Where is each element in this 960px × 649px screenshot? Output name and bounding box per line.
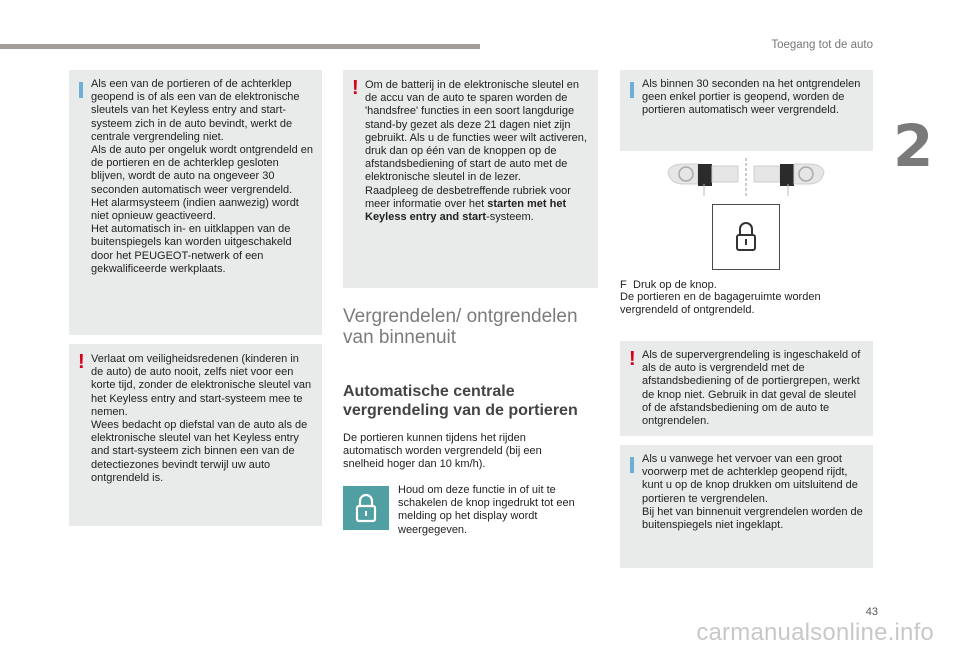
warning-paragraph: Verlaat om veiligheidsredenen (kinderen in de auto) de auto nooit, zelfs niet voor een korte tijd, zonder de elektronische sleutel van het Keyless entry and start-systeem mee te nemen. [91,353,312,418]
lock-button-closeup [712,204,780,270]
body-text: De portieren en de bagageruimte worden vergrendeld of ontgrendeld. [620,291,821,317]
info-paragraph: Het automatisch in- en uitklappen van de buitenspiegels kan worden uitgeschakeld door het PEUGEOT-netwerk of een gekwalificeerde werkplaats. [91,223,292,275]
info-paragraph: Als binnen 30 seconden na het ontgrendelen geen enkel portier is geopend, worden de portieren automatisch weer vergrendeld. [642,78,861,117]
bullet-icon: F [620,279,627,291]
body-text: De portieren kunnen tijdens het rijden automatisch worden vergrendeld (bij een snelheid hoger dan 10 km/h). [343,432,542,471]
dashboard-illustration [664,156,828,200]
warning-paragraph: Wees bedacht op diefstal van de auto als de elektronische sleutel van het Keyless entry and start-systeem zich binnen een van de detectiezones bevindt terwijl uw auto ontgrendeld is. [91,419,308,484]
section-heading: Vergrendelen/ ontgrendelen van binnenuit [343,306,578,348]
info-box-relock [620,70,873,151]
chapter-number: 2 [893,112,934,180]
header-bar [0,44,480,49]
info-box-keyless [69,70,322,335]
info-icon [630,457,634,473]
warning-box-supervergrendeling [620,341,873,436]
warning-paragraph: Raadpleeg de desbetreffende rubriek voor meer informatie over het starten met het Keyless entry and start-systeem. [365,184,571,224]
warning-box-battery [343,70,598,288]
info-paragraph: Het alarmsysteem (indien aanwezig) wordt niet opnieuw geactiveerd. [91,196,299,223]
info-paragraph: Bij het van binnenuit vergrendelen worden de buitenspiegels niet ingeklapt. [642,505,863,532]
warning-paragraph: Als de supervergrendeling is ingeschakeld of als de auto is vergrendeld met de afstandsbediening of de portiergrepen, werkt de knop niet. Gebruik in dat geval de sleutel of de afstandsbediening om de auto te ontgrendelen. [642,349,861,428]
padlock-icon [713,205,778,268]
button-description: Houd om deze functie in of uit te schakelen de knop ingedrukt tot een melding op het display wordt weergegeven. [398,484,575,536]
info-paragraph: Als u vanwege het vervoer van een groot voorwerp met de achterklep geopend rijdt, kunt u op de knop drukken om uitsluitend de portieren te vergrendelen. [642,453,858,505]
info-icon [630,82,634,98]
padlock-icon [343,486,389,530]
info-paragraph: Als een van de portieren of de achterklep geopend is of als een van de elektronische sleutels van het Keyless entry and start-systeem zich in de auto bevindt, werkt de centrale vergrendeling niet. [91,78,300,143]
bold-reference: starten met het Keyless entry and start [365,197,567,224]
warning-box-safety [69,344,322,526]
info-icon [79,82,83,98]
central-locking-button [343,486,389,530]
warning-icon: ! [78,351,85,373]
watermark: carmanualsonline.info [696,619,934,646]
section-title: Toegang tot de auto [771,39,873,51]
warning-paragraph: Om de batterij in de elektronische sleutel en de accu van de auto te sparen worden de 'handsfree' functies in een soort langdurige stand-by gezet als deze 21 dagen niet zijn gebruikt. Als u de functies weer wilt activeren, druk dan op één van de knoppen op de afstandsbediening of start de auto met de elektronische sleutel in de lezer. [365,79,587,184]
warning-icon: ! [629,348,636,370]
page-number: 43 [865,606,878,618]
info-paragraph: Als de auto per ongeluk wordt ontgrendeld en de portieren en de achterklep gesloten blijven, wordt de auto na ongeveer 30 seconden automatisch weer vergrendeld. [91,144,313,196]
info-box-large-object [620,445,873,568]
instruction-step: F Druk op de knop. [620,279,717,291]
warning-icon: ! [352,77,359,99]
subsection-heading: Automatische centrale vergrendeling van de portieren [343,383,578,419]
